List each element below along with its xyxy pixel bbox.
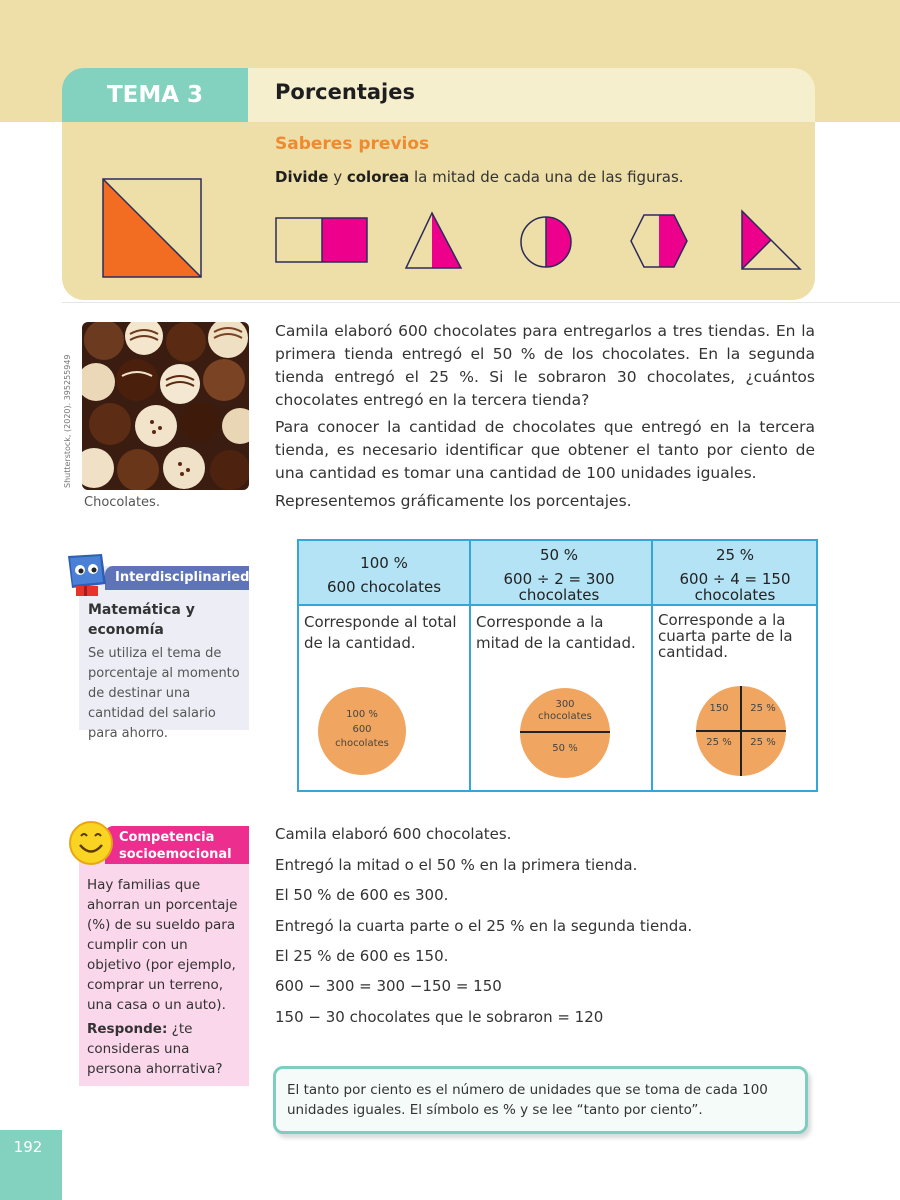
circle-quarter-divider bbox=[696, 730, 786, 732]
solution-step: Camila elaboró 600 chocolates. bbox=[275, 825, 512, 843]
photo-credit bbox=[60, 330, 74, 490]
table-divider bbox=[297, 604, 818, 606]
definition-note-text: El tanto por ciento es el número de unidades que se toma de cada 100 unidades iguales. El símbolo es % y se lee “tanto por ciento”. bbox=[287, 1082, 768, 1118]
col1-percent: 100 % bbox=[360, 554, 408, 572]
col2-description: Corresponde a la mitad de la cantidad. bbox=[476, 613, 636, 652]
svg-text:Shutterstock, (2020). 39525594: Shutterstock, (2020). 395255949 bbox=[63, 354, 72, 488]
photo-caption: Chocolates. bbox=[84, 495, 160, 510]
col3-percent: 25 % bbox=[715, 546, 755, 564]
col1-amount: 600 chocolates bbox=[326, 578, 442, 596]
example-square-figure bbox=[102, 178, 202, 278]
circle-half-divider bbox=[520, 731, 610, 733]
circle-25-quadrant-label: 25 % bbox=[750, 737, 776, 748]
circle-50-label-amount: 300 bbox=[555, 699, 575, 710]
circle-50-label-percent: 50 % bbox=[552, 743, 578, 754]
socioemotional-text: Hay familias que ahorran un porcentaje (%) de su sueldo para cumplir con un objetivo (por ejemplo, comprar un terreno, una casa o un auto). Responde: ¿te consideras una persona ahorrativa? bbox=[87, 877, 238, 1077]
col3-description: Corresponde a la cuarta parte de la cantidad. bbox=[658, 611, 793, 661]
saberes-previos-title: Saberes previos bbox=[275, 134, 430, 154]
circle-25-quadrant-label: 150 bbox=[709, 703, 729, 714]
solution-step: El 25 % de 600 es 150. bbox=[275, 947, 449, 965]
smiley-face-icon bbox=[68, 820, 114, 866]
table-divider bbox=[469, 539, 471, 792]
col3-operation: 600 ÷ 4 = 150 bbox=[679, 570, 791, 588]
triangle-figure bbox=[404, 210, 466, 272]
problem-paragraph: Camila elaboró 600 chocolates para entregarlos a tres tiendas. En la primera tienda entregó el 50 % de los chocolates. En la segunda tienda entregó el 25 %. Si le sobraron 30 chocolates, ¿cuántos chocolates entregó en la tercera tienda? bbox=[275, 322, 815, 409]
interdisciplinary-text: Se utiliza el tema de porcentaje al momento de destinar una cantidad del salario para ahorro. bbox=[88, 646, 240, 741]
right-triangle-figure bbox=[739, 208, 803, 272]
col2-operation: 600 ÷ 2 = 300 bbox=[503, 570, 615, 588]
col3-unit: chocolates bbox=[694, 586, 776, 604]
tema-tab: TEMA 3 bbox=[62, 68, 248, 122]
col2-percent: 50 % bbox=[539, 546, 579, 564]
explanation-paragraph: Para conocer la cantidad de chocolates que entregó en la tercera tienda, es necesario identificar que obtener el tanto por ciento de una cantidad es tomar una cantidad de 100 unidades iguales. bbox=[275, 418, 815, 482]
circle-100-label-amount: 600 bbox=[352, 724, 372, 735]
circle-50-label-unit: chocolates bbox=[538, 711, 592, 722]
circle-25-quadrant-label: 25 % bbox=[706, 737, 732, 748]
col2-unit: chocolates bbox=[518, 586, 600, 604]
book-mascot-icon bbox=[62, 552, 110, 598]
interdisciplinary-tag: Interdisciplinariedad bbox=[105, 566, 249, 590]
page-title: Porcentajes bbox=[275, 80, 415, 104]
page-number: 192 bbox=[13, 1138, 43, 1156]
chocolates-photo bbox=[82, 322, 249, 490]
circle-figure bbox=[518, 214, 574, 270]
solution-step: Entregó la mitad o el 50 % en la primera tienda. bbox=[275, 856, 638, 874]
section-divider bbox=[62, 302, 900, 303]
solution-step: 600 − 300 = 300 −150 = 150 bbox=[275, 977, 502, 995]
circle-25-quadrant-label: 25 % bbox=[750, 703, 776, 714]
graphic-intro-paragraph: Representemos gráficamente los porcentajes. bbox=[275, 492, 632, 510]
interdisciplinary-subtitle: Matemática y economía bbox=[88, 602, 195, 638]
solution-step: El 50 % de 600 es 300. bbox=[275, 886, 449, 904]
rectangle-figure bbox=[274, 216, 370, 264]
circle-100-label-percent: 100 % bbox=[346, 709, 378, 720]
hexagon-figure bbox=[628, 213, 690, 269]
socioemotional-tag: Competencia socioemocional bbox=[105, 826, 249, 864]
circle-100-label-unit: chocolates bbox=[335, 738, 389, 749]
solution-step: 150 − 30 chocolates que le sobraron = 120 bbox=[275, 1008, 604, 1026]
saberes-instruction: Divide y colorea la mitad de cada una de las figuras. bbox=[275, 168, 684, 186]
solution-step: Entregó la cuarta parte o el 25 % en la segunda tienda. bbox=[275, 917, 693, 935]
col1-description: Corresponde al total de la cantidad. bbox=[304, 613, 457, 652]
